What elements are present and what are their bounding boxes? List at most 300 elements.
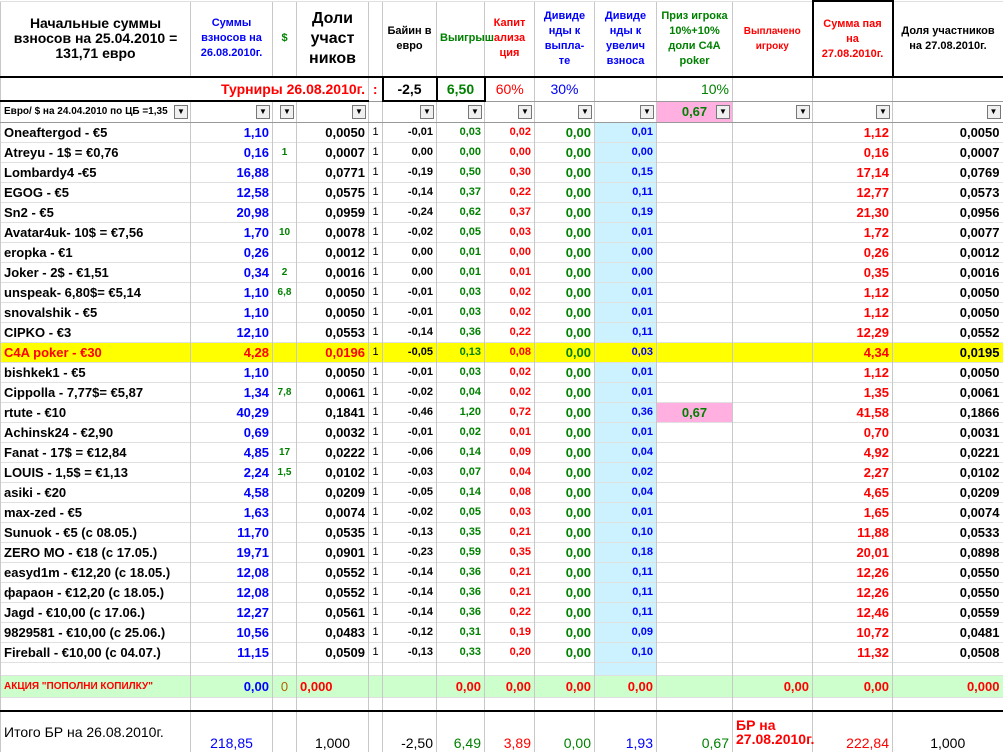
count-flag: 1: [369, 463, 383, 483]
div-pay-value: 0,00: [535, 443, 595, 463]
share-value: 0,0050: [297, 123, 369, 143]
participant-name: фараон - €12,20 (с 18.05.): [1, 583, 191, 603]
win-value: 0,13: [437, 343, 485, 363]
contrib-sum: 16,88: [191, 163, 273, 183]
pai-value: 0,26: [813, 243, 893, 263]
dolya-value: 0,0481: [893, 623, 1003, 643]
pai-value: 20,01: [813, 543, 893, 563]
div-inc-value: 0,15: [595, 163, 657, 183]
div-inc-value: 0,36: [595, 403, 657, 423]
share-value: 0,0209: [297, 483, 369, 503]
table-row: [1, 483, 1003, 503]
count-flag: 1: [369, 163, 383, 183]
share-value: 0,0050: [297, 363, 369, 383]
total-cap: 3,89: [485, 711, 535, 752]
win-value: 1,20: [437, 403, 485, 423]
prize-value: [657, 603, 733, 623]
buyin-value: -0,14: [383, 183, 437, 203]
prize-value: [657, 123, 733, 143]
filter-dropdown-icon[interactable]: ▼: [640, 105, 654, 119]
paid-value: [733, 363, 813, 383]
cap-value: 0,02: [485, 303, 535, 323]
participant-name: Cippolla - 7,77$= €5,87: [1, 383, 191, 403]
action-cap: 0,00: [485, 676, 535, 698]
total-row: [1, 711, 1003, 752]
usd-amount: [273, 303, 297, 323]
count-flag: 1: [369, 123, 383, 143]
share-value: 0,0552: [297, 563, 369, 583]
dolya-value: 0,0533: [893, 523, 1003, 543]
participant-name: EGOG - €5: [1, 183, 191, 203]
data-rows: [1, 123, 1003, 663]
filter-dropdown-icon[interactable]: ▼: [352, 105, 366, 119]
share-value: 0,0509: [297, 643, 369, 663]
header-prize: Приз игрока 10%+10% доли C4A poker: [657, 1, 733, 77]
contrib-sum: 11,70: [191, 523, 273, 543]
participant-name: Joker - 2$ - €1,51: [1, 263, 191, 283]
dolya-value: 0,0209: [893, 483, 1003, 503]
div-inc-value: 0,02: [595, 463, 657, 483]
cap-value: 0,04: [485, 463, 535, 483]
contrib-sum: 0,26: [191, 243, 273, 263]
count-flag: 1: [369, 403, 383, 423]
contrib-sum: 12,08: [191, 563, 273, 583]
table-row: [1, 543, 1003, 563]
win-value: 0,03: [437, 303, 485, 323]
prize-value: [657, 563, 733, 583]
prize-value: [657, 283, 733, 303]
share-value: 0,0959: [297, 203, 369, 223]
usd-amount: [273, 363, 297, 383]
usd-amount: [273, 543, 297, 563]
div-inc-value: 0,01: [595, 383, 657, 403]
count-flag: 1: [369, 623, 383, 643]
count-flag: 1: [369, 643, 383, 663]
prize-value: [657, 543, 733, 563]
dolya-value: 0,0012: [893, 243, 1003, 263]
div-pay-value: 0,00: [535, 323, 595, 343]
paid-value: [733, 123, 813, 143]
dolya-value: 0,0061: [893, 383, 1003, 403]
cap-value: 0,21: [485, 563, 535, 583]
contrib-sum: 0,16: [191, 143, 273, 163]
div-pay-value: 0,00: [535, 623, 595, 643]
contrib-sum: 19,71: [191, 543, 273, 563]
count-flag: 1: [369, 543, 383, 563]
div-pay-value: 0,00: [535, 263, 595, 283]
buyin-value: -0,02: [383, 223, 437, 243]
div-pay-value: 0,00: [535, 503, 595, 523]
buyin-value: -0,01: [383, 423, 437, 443]
prize-total: 0,67: [681, 103, 708, 119]
cap-value: 0,08: [485, 483, 535, 503]
contrib-sum: 1,10: [191, 303, 273, 323]
win-value: 0,00: [437, 143, 485, 163]
share-value: 0,0032: [297, 423, 369, 443]
paid-value: [733, 283, 813, 303]
paid-value: [733, 483, 813, 503]
buyin-value: -0,01: [383, 283, 437, 303]
paid-value: [733, 603, 813, 623]
usd-amount: 6,8: [273, 283, 297, 303]
paid-value: [733, 583, 813, 603]
paid-value: [733, 223, 813, 243]
buyin-value: -0,24: [383, 203, 437, 223]
paid-value: [733, 643, 813, 663]
total-win: 6,49: [437, 711, 485, 752]
filter-dropdown-icon[interactable]: ▼: [578, 105, 592, 119]
header-buyin: Байин в евро: [383, 1, 437, 77]
div-pay-value: 0,00: [535, 643, 595, 663]
div-pay-value: 0,00: [535, 223, 595, 243]
filter-cell-name: [1, 101, 191, 123]
count-flag: 1: [369, 183, 383, 203]
share-value: 0,0771: [297, 163, 369, 183]
prize-value: [657, 343, 733, 363]
contrib-sum: 1,10: [191, 363, 273, 383]
win-value: 0,50: [437, 163, 485, 183]
share-value: 0,1841: [297, 403, 369, 423]
filter-dropdown-icon[interactable]: ▼: [174, 105, 188, 119]
action-pai: 0,00: [813, 676, 893, 698]
participant-name: Jagd - €10,00 (с 17.06.): [1, 603, 191, 623]
share-value: 0,0007: [297, 143, 369, 163]
table-row: [1, 623, 1003, 643]
div-inc-value: 0,01: [595, 123, 657, 143]
prize-value: [657, 263, 733, 283]
participant-name: snovalshik - €5: [1, 303, 191, 323]
filter-dropdown-icon[interactable]: ▼: [280, 105, 294, 119]
participant-name: Lombardy4 -€5: [1, 163, 191, 183]
cap-value: 0,22: [485, 603, 535, 623]
div-inc-value: 0,00: [595, 143, 657, 163]
prize-value: [657, 183, 733, 203]
share-value: 0,0050: [297, 283, 369, 303]
usd-amount: [273, 243, 297, 263]
pai-value: 11,88: [813, 523, 893, 543]
table-row: [1, 283, 1003, 303]
dolya-value: 0,0050: [893, 303, 1003, 323]
cap-value: 0,03: [485, 503, 535, 523]
contrib-sum: 10,56: [191, 623, 273, 643]
contrib-sum: 12,58: [191, 183, 273, 203]
total-label: Итого БР на 26.08.2010г.: [1, 711, 191, 752]
prize-value: [657, 503, 733, 523]
div-inc-value: 0,01: [595, 223, 657, 243]
win-value: 0,59: [437, 543, 485, 563]
table-row: [1, 323, 1003, 343]
prize-value: [657, 423, 733, 443]
paid-value: [733, 423, 813, 443]
contrib-sum: 12,27: [191, 603, 273, 623]
count-flag: 1: [369, 523, 383, 543]
paid-value: [733, 463, 813, 483]
action-row: [1, 676, 1003, 698]
pai-value: 1,12: [813, 303, 893, 323]
usd-amount: [273, 323, 297, 343]
dolya-value: 0,0050: [893, 363, 1003, 383]
filter-dropdown-icon[interactable]: ▼: [796, 105, 810, 119]
pai-value: 0,70: [813, 423, 893, 443]
filter-dropdown-icon[interactable]: ▼: [876, 105, 890, 119]
total-buyin: -2,50: [383, 711, 437, 752]
buyin-value: -0,02: [383, 383, 437, 403]
contrib-sum: 1,70: [191, 223, 273, 243]
cap-value: 0,09: [485, 443, 535, 463]
usd-amount: [273, 403, 297, 423]
filter-dropdown-icon[interactable]: ▼: [518, 105, 532, 119]
tournament-colon: :: [369, 77, 383, 101]
div-inc-value: 0,00: [595, 263, 657, 283]
win-value: 0,07: [437, 463, 485, 483]
contrib-sum: 1,10: [191, 283, 273, 303]
contrib-sum: 11,15: [191, 643, 273, 663]
win-value: 0,36: [437, 563, 485, 583]
participant-name: rtute - €10: [1, 403, 191, 423]
count-flag: 1: [369, 583, 383, 603]
buyin-value: -0,05: [383, 483, 437, 503]
contrib-sum: 12,08: [191, 583, 273, 603]
paid-value: [733, 323, 813, 343]
total-pai: 222,84: [813, 711, 893, 752]
cap-value: 0,03: [485, 223, 535, 243]
participant-name: LOUIS - 1,5$ = €1,13: [1, 463, 191, 483]
dolya-value: 0,0050: [893, 123, 1003, 143]
div-inc-value: 0,01: [595, 363, 657, 383]
buyin-value: -0,14: [383, 323, 437, 343]
table-row: [1, 463, 1003, 483]
usd-amount: [273, 123, 297, 143]
share-value: 0,0074: [297, 503, 369, 523]
usd-amount: 1,5: [273, 463, 297, 483]
contrib-sum: 4,58: [191, 483, 273, 503]
paid-value: [733, 523, 813, 543]
contrib-sum: 4,85: [191, 443, 273, 463]
div-inc-value: 0,11: [595, 323, 657, 343]
contrib-sum: 12,10: [191, 323, 273, 343]
win-value: 0,33: [437, 643, 485, 663]
cap-value: 0,30: [485, 163, 535, 183]
paid-value: [733, 243, 813, 263]
filter-dropdown-icon[interactable]: ▼: [987, 105, 1001, 119]
buyin-value: 0,00: [383, 143, 437, 163]
participant-name: Sn2 - €5: [1, 203, 191, 223]
share-value: 0,0061: [297, 383, 369, 403]
dolya-value: 0,0956: [893, 203, 1003, 223]
tournament-win: 6,50: [437, 77, 485, 101]
win-value: 0,31: [437, 623, 485, 643]
buyin-value: -0,01: [383, 303, 437, 323]
share-value: 0,0553: [297, 323, 369, 343]
dolya-value: 0,0195: [893, 343, 1003, 363]
buyin-value: -0,14: [383, 603, 437, 623]
share-value: 0,0222: [297, 443, 369, 463]
action-win: 0,00: [437, 676, 485, 698]
count-flag: 1: [369, 443, 383, 463]
count-flag: 1: [369, 603, 383, 623]
div-pay-value: 0,00: [535, 383, 595, 403]
paid-value: [733, 343, 813, 363]
pai-value: 12,26: [813, 583, 893, 603]
buyin-value: -0,01: [383, 123, 437, 143]
prize-value: [657, 383, 733, 403]
table-row: [1, 223, 1003, 243]
usd-amount: 1: [273, 143, 297, 163]
div-inc-value: 0,11: [595, 583, 657, 603]
win-value: 0,03: [437, 123, 485, 143]
dolya-value: 0,0769: [893, 163, 1003, 183]
pai-value: 0,16: [813, 143, 893, 163]
action-divp: 0,00: [535, 676, 595, 698]
tournament-div-pct: 30%: [535, 77, 595, 101]
dolya-value: 0,0898: [893, 543, 1003, 563]
contrib-sum: 40,29: [191, 403, 273, 423]
buyin-value: -0,02: [383, 503, 437, 523]
participant-name: 9829581 - €10,00 (с 25.06.): [1, 623, 191, 643]
participant-name: asiki - €20: [1, 483, 191, 503]
filter-dropdown-icon[interactable]: ▼: [716, 105, 730, 119]
count-flag: 1: [369, 503, 383, 523]
dolya-value: 0,0074: [893, 503, 1003, 523]
paid-value: [733, 563, 813, 583]
cap-value: 0,22: [485, 183, 535, 203]
win-value: 0,04: [437, 383, 485, 403]
table-row: [1, 603, 1003, 623]
win-value: 0,03: [437, 283, 485, 303]
paid-value: [733, 383, 813, 403]
prize-value: [657, 243, 733, 263]
dolya-value: 0,0016: [893, 263, 1003, 283]
participant-name: max-zed - €5: [1, 503, 191, 523]
share-value: 0,0552: [297, 583, 369, 603]
participant-name: ZERO MO - €18 (с 17.05.): [1, 543, 191, 563]
buyin-value: 0,00: [383, 263, 437, 283]
share-value: 0,0901: [297, 543, 369, 563]
win-value: 0,03: [437, 363, 485, 383]
table-row: [1, 143, 1003, 163]
dolya-value: 0,0007: [893, 143, 1003, 163]
share-value: 0,0483: [297, 623, 369, 643]
paid-value: [733, 263, 813, 283]
pai-value: 12,46: [813, 603, 893, 623]
paid-value: [733, 543, 813, 563]
usd-amount: 7,8: [273, 383, 297, 403]
div-inc-value: 0,01: [595, 303, 657, 323]
total-sum: 218,85: [191, 711, 273, 752]
div-pay-value: 0,00: [535, 343, 595, 363]
count-flag: 1: [369, 283, 383, 303]
win-value: 0,05: [437, 223, 485, 243]
usd-amount: [273, 603, 297, 623]
win-value: 0,37: [437, 183, 485, 203]
div-inc-value: 0,03: [595, 343, 657, 363]
buyin-value: -0,14: [383, 583, 437, 603]
usd-amount: [273, 523, 297, 543]
table-row: [1, 203, 1003, 223]
cap-value: 0,21: [485, 583, 535, 603]
buyin-value: -0,14: [383, 563, 437, 583]
prize-value: [657, 523, 733, 543]
win-value: 0,14: [437, 443, 485, 463]
pai-value: 0,35: [813, 263, 893, 283]
div-pay-value: 0,00: [535, 243, 595, 263]
filter-row: [1, 101, 1003, 123]
prize-value: [657, 323, 733, 343]
win-value: 0,02: [437, 423, 485, 443]
total-share: 1,000: [297, 711, 369, 752]
tournament-cap-pct: 60%: [485, 77, 535, 101]
div-inc-value: 0,01: [595, 423, 657, 443]
header-usd: $: [273, 1, 297, 77]
pai-value: 1,12: [813, 123, 893, 143]
table-row: [1, 163, 1003, 183]
prize-value: [657, 483, 733, 503]
total-prize: 0,67: [657, 711, 733, 752]
dolya-value: 0,0221: [893, 443, 1003, 463]
participant-name: Sunuok - €5 (с 08.05.): [1, 523, 191, 543]
prize-value: 0,67: [657, 403, 733, 423]
action-share: 0,000: [297, 676, 369, 698]
pai-value: 10,72: [813, 623, 893, 643]
prize-value: [657, 223, 733, 243]
div-inc-value: 0,11: [595, 183, 657, 203]
win-value: 0,36: [437, 323, 485, 343]
buyin-value: -0,13: [383, 643, 437, 663]
contrib-sum: 0,69: [191, 423, 273, 443]
prize-value: [657, 643, 733, 663]
header-blank: [369, 1, 383, 77]
filter-dropdown-icon[interactable]: ▼: [256, 105, 270, 119]
usd-amount: [273, 343, 297, 363]
win-value: 0,05: [437, 503, 485, 523]
win-value: 0,36: [437, 603, 485, 623]
div-inc-value: 0,00: [595, 243, 657, 263]
prize-value: [657, 203, 733, 223]
cap-value: 0,02: [485, 123, 535, 143]
filter-dropdown-icon[interactable]: ▼: [420, 105, 434, 119]
prize-value: [657, 463, 733, 483]
filter-dropdown-icon[interactable]: ▼: [468, 105, 482, 119]
usd-amount: [273, 163, 297, 183]
contrib-sum: 1,63: [191, 503, 273, 523]
header-pai: Сумма пая на 27.08.2010г.: [813, 1, 893, 77]
cap-value: 0,02: [485, 383, 535, 403]
cap-value: 0,37: [485, 203, 535, 223]
count-flag: 1: [369, 483, 383, 503]
div-inc-value: 0,04: [595, 483, 657, 503]
win-value: 0,62: [437, 203, 485, 223]
header-contrib-sums: Суммы взносов на 26.08.2010г.: [191, 1, 273, 77]
rate-label: Евро/ $ на 24.04.2010 по ЦБ =1,35: [4, 106, 168, 117]
div-inc-value: 0,10: [595, 523, 657, 543]
total-divi: 1,93: [595, 711, 657, 752]
pai-value: 12,26: [813, 563, 893, 583]
div-inc-value: 0,09: [595, 623, 657, 643]
table-row: [1, 563, 1003, 583]
table-row: [1, 403, 1003, 423]
pai-value: 17,14: [813, 163, 893, 183]
table-row: [1, 303, 1003, 323]
count-flag: 1: [369, 423, 383, 443]
usd-amount: 17: [273, 443, 297, 463]
div-pay-value: 0,00: [535, 543, 595, 563]
count-flag: 1: [369, 303, 383, 323]
dolya-value: 0,0552: [893, 323, 1003, 343]
div-pay-value: 0,00: [535, 463, 595, 483]
participant-name: Atreyu - 1$ = €0,76: [1, 143, 191, 163]
header-win: Выигрыш: [437, 1, 485, 77]
total-br-label: БР на 27.08.2010г.: [733, 711, 813, 752]
